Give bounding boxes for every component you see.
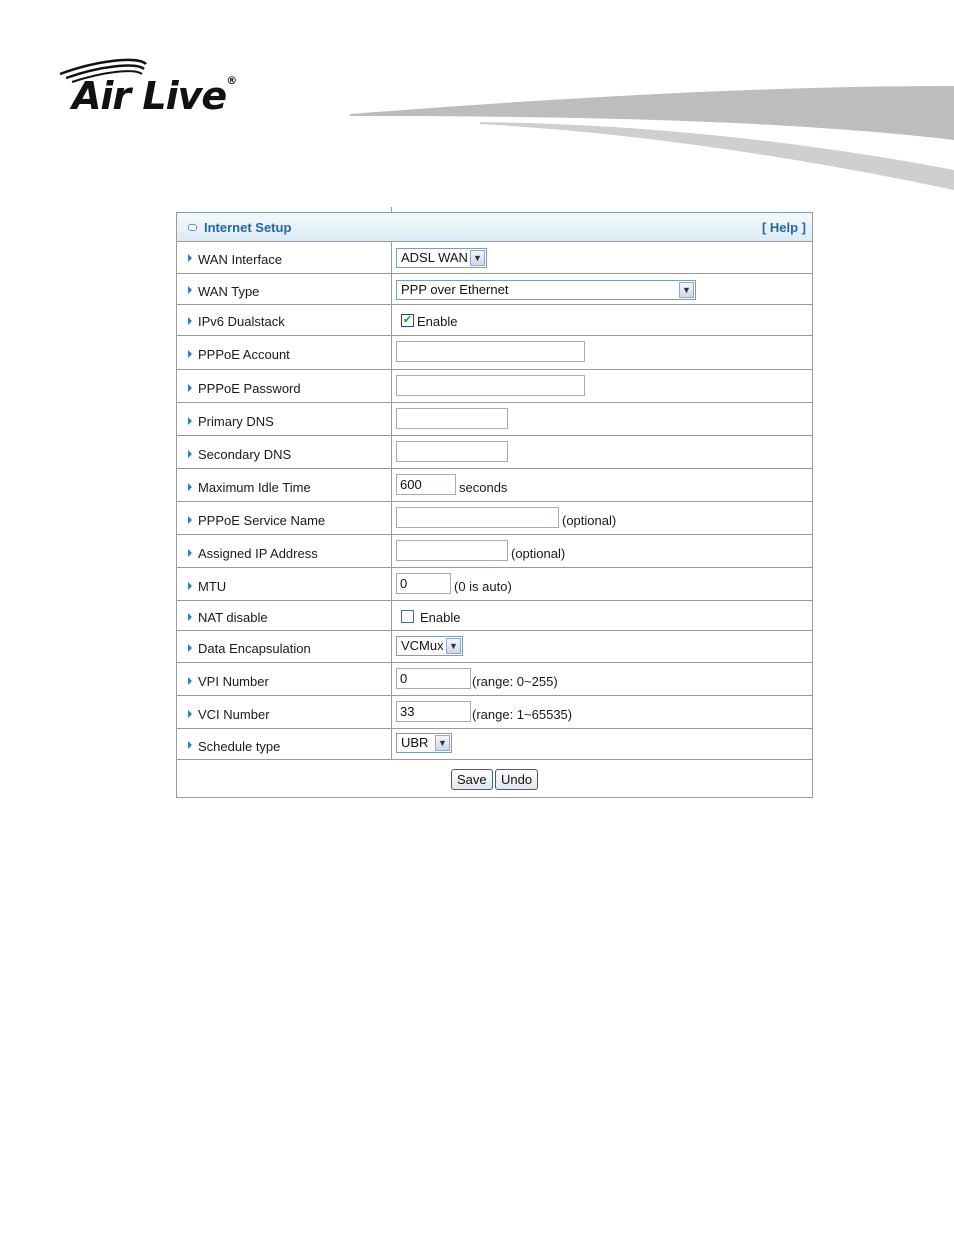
triangle-right-icon xyxy=(188,384,192,392)
save-button[interactable]: Save xyxy=(451,769,493,790)
mtu-input[interactable]: 0 xyxy=(396,573,451,594)
triangle-right-icon xyxy=(188,254,192,262)
secondary-dns-input[interactable] xyxy=(396,441,508,462)
pppoe-account-input[interactable] xyxy=(396,341,585,362)
row-primary-dns xyxy=(177,403,812,436)
registered-mark: ® xyxy=(226,74,237,87)
triangle-right-icon xyxy=(188,677,192,685)
ipv6-enable-label: Enable xyxy=(417,314,458,329)
triangle-right-icon xyxy=(188,549,192,557)
chevron-down-icon: ▼ xyxy=(679,282,694,298)
header-swoosh-graphic xyxy=(330,80,954,200)
help-link[interactable]: [ Help ] xyxy=(761,220,806,235)
vpi-note: (range: 0~255) xyxy=(472,674,558,689)
row-wan-interface xyxy=(177,242,812,274)
idle-time-unit: seconds xyxy=(459,480,508,495)
triangle-right-icon xyxy=(188,741,192,749)
row-pppoe-account xyxy=(177,336,812,370)
row-pppoe-service-name xyxy=(177,502,812,535)
row-secondary-dns xyxy=(177,436,812,469)
chevron-down-icon: ▼ xyxy=(446,638,461,654)
mtu-note: (0 is auto) xyxy=(454,579,512,594)
row-nat-disable xyxy=(177,601,812,631)
schedule-label: Schedule type xyxy=(198,739,281,754)
triangle-right-icon xyxy=(188,450,192,458)
row-vci-number xyxy=(177,696,812,729)
triangle-right-icon xyxy=(188,417,192,425)
triangle-right-icon xyxy=(188,483,192,491)
row-max-idle-time xyxy=(177,469,812,502)
row-pppoe-password xyxy=(177,370,812,403)
secondary-dns-label: Secondary DNS xyxy=(198,447,292,462)
schedule-value: UBR xyxy=(401,735,429,750)
service-name-note: (optional) xyxy=(562,513,617,528)
row-vpi-number xyxy=(177,663,812,696)
assigned-ip-input[interactable] xyxy=(396,540,508,561)
triangle-right-icon xyxy=(188,613,192,621)
ipv6-enable-checkbox[interactable] xyxy=(401,314,414,327)
wan-interface-select[interactable] xyxy=(396,248,487,268)
row-wan-type xyxy=(177,274,812,305)
assigned-ip-label: Assigned IP Address xyxy=(198,546,318,561)
idle-time-label: Maximum Idle Time xyxy=(198,480,311,495)
vci-label: VCI Number xyxy=(198,707,270,722)
row-assigned-ip xyxy=(177,535,812,568)
row-schedule-type xyxy=(177,729,812,760)
internet-setup-panel xyxy=(176,212,813,798)
service-name-label: PPPoE Service Name xyxy=(198,513,326,528)
wan-type-label: WAN Type xyxy=(198,284,260,299)
vci-note: (range: 1~65535) xyxy=(472,707,573,722)
pppoe-password-label: PPPoE Password xyxy=(198,381,301,396)
triangle-right-icon xyxy=(188,350,192,358)
row-ipv6-dualstack xyxy=(177,305,812,336)
mtu-label: MTU xyxy=(198,579,227,594)
row-mtu xyxy=(177,568,812,601)
encapsulation-label: Data Encapsulation xyxy=(198,641,311,656)
pppoe-password-input[interactable] xyxy=(396,375,585,396)
triangle-right-icon xyxy=(188,644,192,652)
primary-dns-label: Primary DNS xyxy=(198,414,274,429)
nat-label: NAT disable xyxy=(198,610,268,625)
triangle-right-icon xyxy=(188,317,192,325)
panel-bullet-icon xyxy=(188,224,197,231)
chevron-down-icon: ▼ xyxy=(470,250,485,266)
encapsulation-value: VCMux xyxy=(401,638,444,653)
triangle-right-icon xyxy=(188,516,192,524)
nat-enable-checkbox[interactable] xyxy=(401,610,414,623)
vci-input[interactable]: 33 xyxy=(396,701,471,722)
ipv6-label: IPv6 Dualstack xyxy=(198,314,285,329)
nat-enable-label: Enable xyxy=(420,610,461,625)
wan-type-select[interactable] xyxy=(396,280,696,300)
wan-type-value: PPP over Ethernet xyxy=(401,282,509,297)
wan-interface-label: WAN Interface xyxy=(198,252,283,267)
chevron-down-icon: ▼ xyxy=(435,735,450,751)
row-data-encapsulation xyxy=(177,631,812,663)
encapsulation-select[interactable] xyxy=(396,636,463,656)
triangle-right-icon xyxy=(188,286,192,294)
undo-button[interactable]: Undo xyxy=(495,769,538,790)
panel-title: Internet Setup xyxy=(204,220,292,235)
brand-name: Air Live xyxy=(72,74,227,118)
triangle-right-icon xyxy=(188,582,192,590)
service-name-input[interactable] xyxy=(396,507,559,528)
assigned-ip-note: (optional) xyxy=(511,546,566,561)
triangle-right-icon xyxy=(188,710,192,718)
vpi-label: VPI Number xyxy=(198,674,269,689)
button-row xyxy=(177,760,812,798)
pppoe-account-label: PPPoE Account xyxy=(198,347,290,362)
checkmark-icon: ✔ xyxy=(402,314,413,326)
brand-logo xyxy=(72,74,236,118)
idle-time-input[interactable]: 600 xyxy=(396,474,456,495)
primary-dns-input[interactable] xyxy=(396,408,508,429)
panel-header xyxy=(177,213,812,242)
wan-interface-value: ADSL WAN xyxy=(401,250,468,265)
vpi-input[interactable]: 0 xyxy=(396,668,471,689)
schedule-select[interactable] xyxy=(396,733,452,753)
